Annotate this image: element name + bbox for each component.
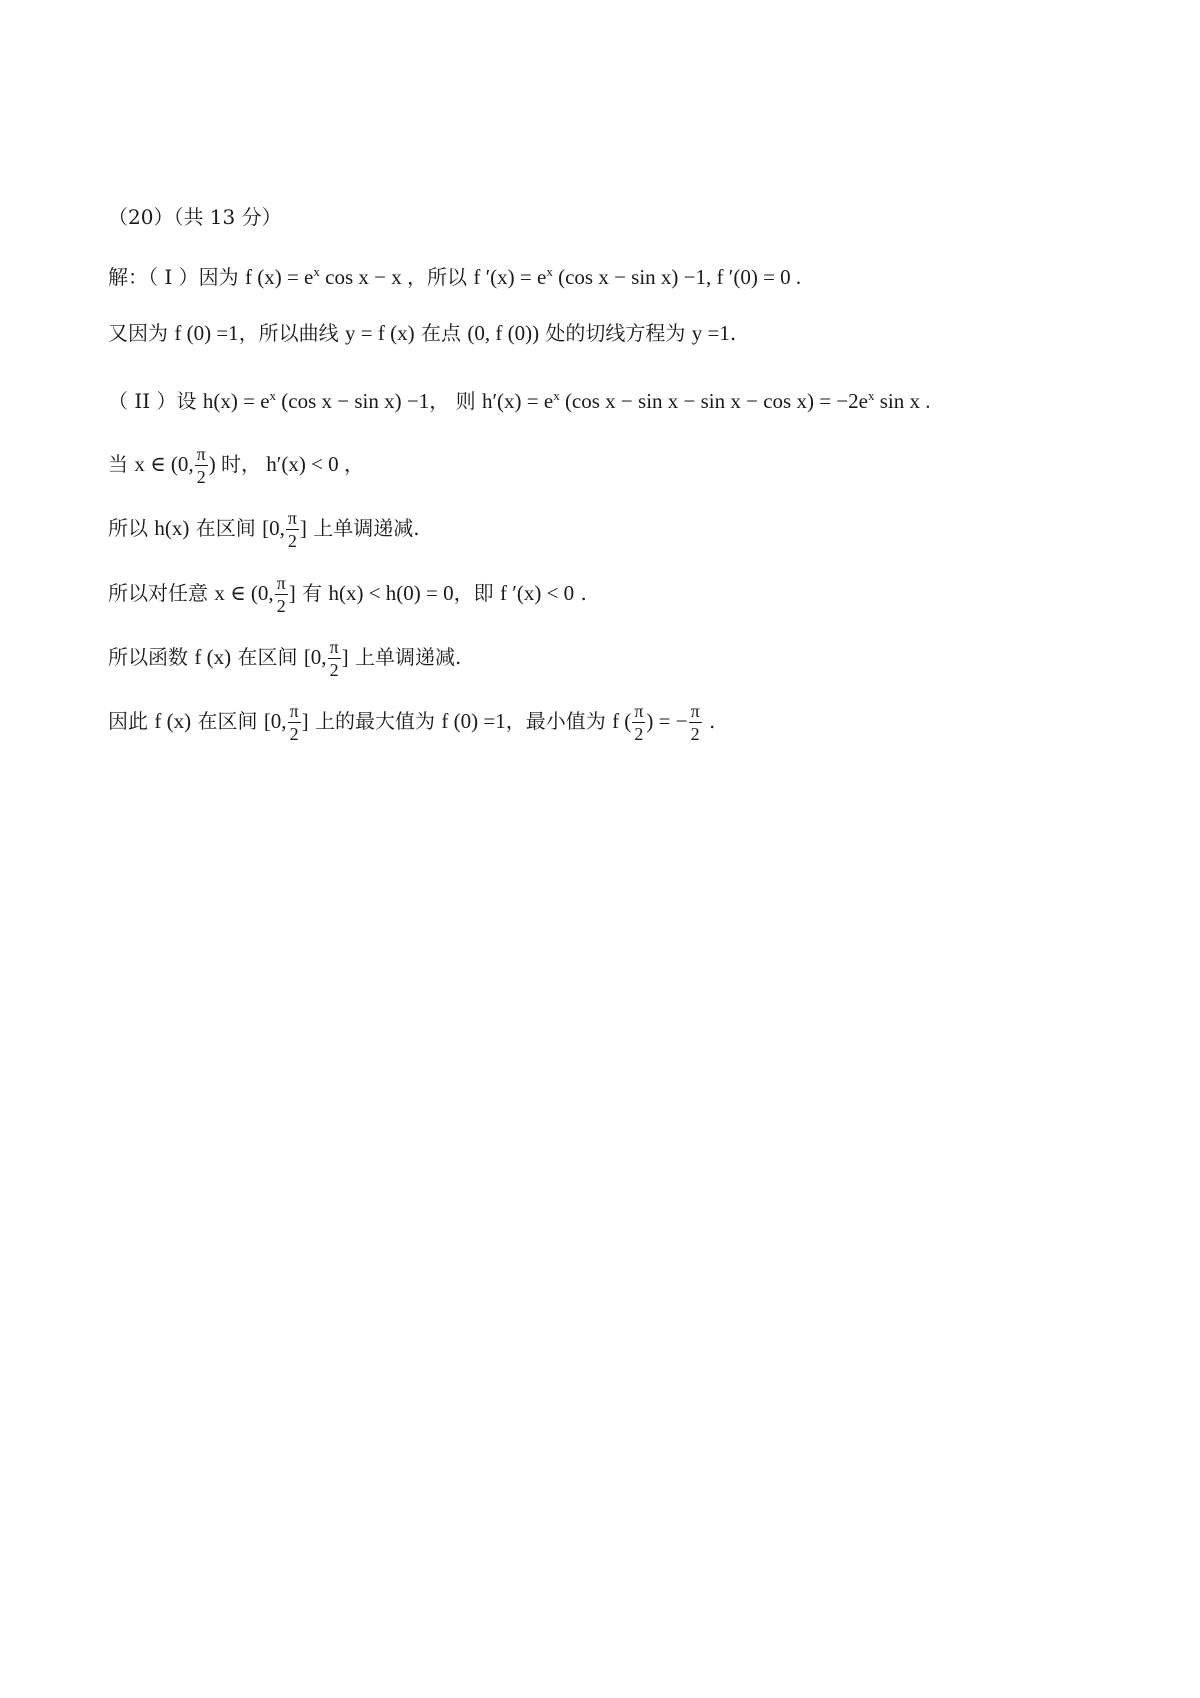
problem-header: （20）（共 13 分） (108, 205, 282, 229)
text-segment: 所以函数 (108, 645, 195, 669)
fraction-pi-over-2: $\frac{\pi}{2}$ (634, 701, 644, 744)
math-expression: $h'(x) = e^x$ (cos $x - \sin x - \sin x - \cos x) = -2e^x$ sin x . (481, 388, 931, 413)
math-expression: f (0) =1 (174, 321, 239, 345)
text-segment: 在区间 (231, 645, 304, 669)
text-segment: 因此 (108, 709, 155, 733)
fraction-pi-over-2: $\frac{\pi}{2}$ (289, 701, 299, 744)
text-segment: （ II ）设 (108, 389, 203, 413)
math-expression: ] (288, 581, 296, 605)
math-expression: y =1 (691, 321, 730, 345)
math-expression: [0, (262, 516, 285, 540)
text-segment: 上单调递减. (306, 516, 420, 540)
solution-line-3 (108, 382, 930, 415)
math-expression: f (x) (194, 645, 232, 669)
text-segment: 在区间 (191, 709, 264, 733)
solution-line-7 (108, 637, 461, 680)
math-expression: h(x) (154, 516, 190, 540)
text-segment: ， (343, 452, 364, 476)
math-expression: f ′(x) < 0 (500, 581, 575, 605)
text-segment: 有 (295, 581, 329, 605)
math-expression: h(x) < h(0) = 0 (328, 581, 454, 605)
math-expression: [0, (263, 709, 287, 733)
text-segment: 在区间 (189, 516, 263, 540)
solution-line-1 (108, 258, 801, 291)
solution-line-2 (108, 319, 736, 347)
fraction-pi-over-2: $\frac{\pi}{2}$ (329, 637, 339, 680)
math-expression: $h(x) = e^x$ (cos x − sin x) −1 (202, 388, 430, 413)
text-segment: ，即 (453, 581, 500, 605)
text-segment: ， 则 (429, 389, 482, 413)
solution-line-5 (108, 508, 420, 551)
text-segment: . (574, 581, 587, 605)
math-expression: (0, f (0)) (467, 321, 540, 345)
math-expression: f $(x) = e^x$ cos x − x (244, 264, 407, 289)
math-expression: x ∈ (0, (134, 452, 194, 476)
solution-line-8 (108, 701, 715, 744)
text-segment: ，所以曲线 (238, 321, 346, 345)
text-segment: 又因为 (108, 321, 175, 345)
text-segment: ，所以 (406, 265, 474, 289)
math-expression: ) (208, 452, 221, 476)
solution-line-4 (108, 444, 364, 487)
math-expression: f (x) (154, 709, 192, 733)
text-segment: 当 (108, 452, 135, 476)
math-expression: ] (299, 516, 307, 540)
text-segment: 时， (221, 452, 261, 476)
text-segment: 处的切线方程为 (539, 321, 692, 345)
math-expression: x ∈ (0, (214, 581, 274, 605)
math-expression: f ( (612, 709, 632, 733)
math-expression: ) = − (646, 709, 688, 733)
math-expression: f $'(x) = e^x$ (cos x − sin x) −1, f ′(0) = 0 . (473, 264, 802, 289)
solution-line-6 (108, 573, 587, 616)
text-segment: 上单调递减. (348, 645, 462, 669)
math-expression: ] (301, 709, 309, 733)
text-segment: 所以 (108, 516, 155, 540)
text-segment: ，最小值为 (505, 709, 613, 733)
text-segment: 在点 (414, 321, 468, 345)
text-segment: 解：（ I ）因为 (108, 265, 245, 289)
text-segment: . (729, 321, 737, 345)
fraction-pi-over-2: $\frac{\pi}{2}$ (287, 508, 297, 551)
fraction-pi-over-2: $\frac{\pi}{2}$ (196, 444, 206, 487)
fraction-pi-over-2: $\frac{\pi}{2}$ (276, 573, 286, 616)
fraction-pi-over-2: $\frac{\pi}{2}$ (690, 701, 700, 744)
math-expression: f (0) =1 (441, 709, 506, 733)
math-expression: [0, (303, 645, 327, 669)
math-expression: y = f (x) (345, 321, 415, 345)
math-expression: h′(x) < 0 (261, 452, 344, 476)
text-segment: 所以对任意 (108, 581, 215, 605)
math-expression: ] (341, 645, 349, 669)
text-segment: . (702, 709, 716, 733)
text-segment: 上的最大值为 (308, 709, 442, 733)
